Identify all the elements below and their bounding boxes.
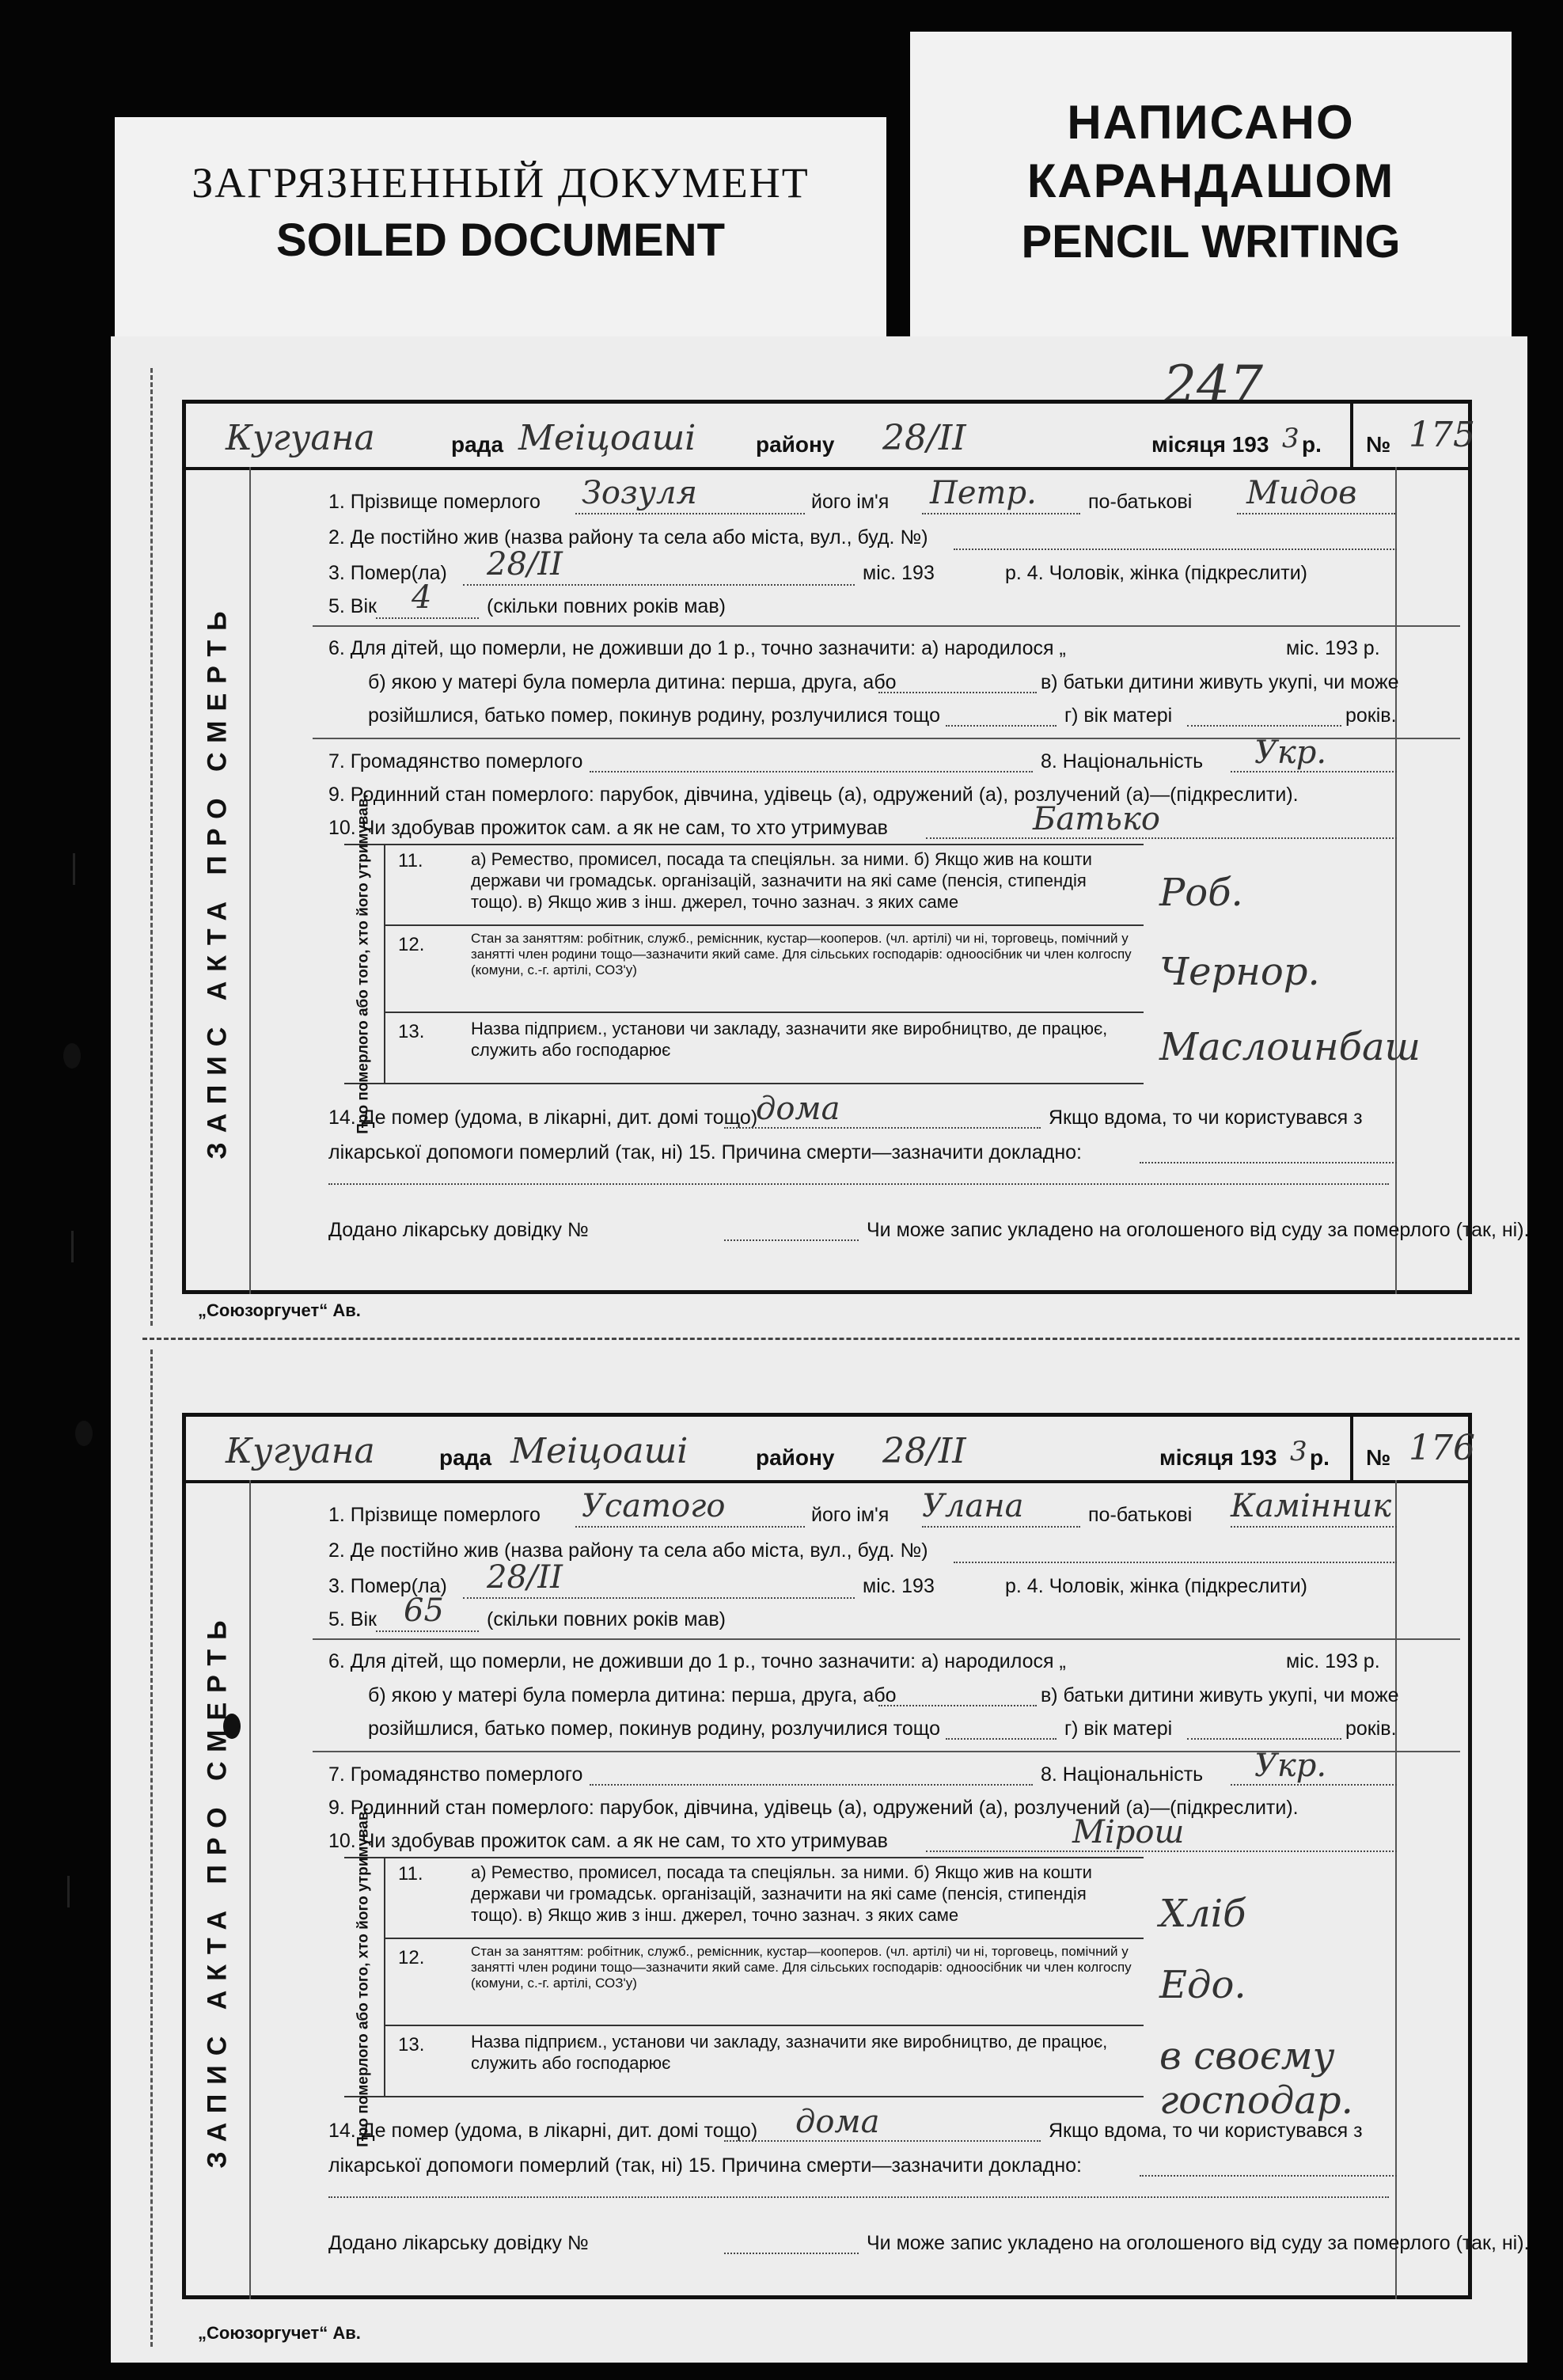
- side-title: ЗАПИС АКТА ПРО СМЕРТЬ: [202, 602, 233, 1160]
- edge-mark: [73, 853, 75, 885]
- rada-label: рада: [439, 1445, 492, 1470]
- age-value: 4: [412, 579, 432, 616]
- form-header: [186, 404, 1475, 470]
- page-number: 247: [1163, 355, 1263, 416]
- number-sign: №: [1366, 432, 1391, 457]
- pencil-writing-label: [910, 32, 1512, 348]
- surname-value: Усатого: [582, 1488, 726, 1524]
- death-record-form-2: [182, 1413, 1530, 2299]
- supporter-value: Мірош: [1072, 1814, 1185, 1850]
- raion-label: району: [756, 1445, 835, 1470]
- selrada-value: Кугуана: [226, 1431, 375, 1471]
- died-value: 28/II: [487, 1559, 563, 1596]
- year-digit: 3: [1290, 1436, 1307, 1467]
- perforation-vertical: [150, 368, 153, 1326]
- form-header: [186, 1417, 1475, 1483]
- patronymic-value: Камінник: [1231, 1488, 1392, 1524]
- name-value: Петр.: [930, 475, 1037, 511]
- punch-hole: [63, 1043, 81, 1069]
- raion-label: району: [756, 432, 835, 457]
- rada-label: рада: [451, 432, 504, 457]
- year-suffix: р.: [1310, 1445, 1330, 1470]
- workplace-value: Маслоинбаш: [1159, 1025, 1421, 1069]
- raion-value: Меіцоаші: [510, 1431, 689, 1471]
- soiled-document-label: [115, 117, 886, 347]
- occupation-table: Про померлого або того, хто його утримував. 11. а) Ремество, промисел, посада та спеціяльн. за ними. б) Якщо жив на кошти держави чи громадськ. організацій, зазначити на які саме (пенсія, стипендія тощо). в) Якщо жив з інш. джерел, точно зазнач. з яких саме 12. Стан за заняттям: робітник, служб., реміснник, кустар—кооперов. (чл. артілі) чи ні, торговець, помічний у занятті член родини тощо—зазначити який саме. Для сільських господарів: одноосібник чи член колгоспу (комуни, с.-г. артілі, СОЗ'у) 13. Назва підприєм., установи чи закладу, зазначити яке виробництво, де працює, служить або господарює: [344, 844, 1144, 1084]
- date-value: 28/II: [882, 418, 966, 458]
- supporter-value: Батько: [1033, 801, 1160, 837]
- record-number: 176: [1409, 1428, 1475, 1468]
- edge-mark: [67, 1876, 70, 1907]
- name-value: Улана: [922, 1488, 1024, 1524]
- form-body-fields: 1. Прізвище померлого Усатого його ім'я Улана по-батькові Камінник 2. Де постійно жив (назва району та села або міста, вул., буд. №) 3. Помер(ла) 28/II міс. 193 р. 4. Чоловік, жінка (підкреслити) 5. Вік 65 (скільки повних років мав) 6. Для дітей, що померли, не доживши до 1 р., точно зазначити: а) народилося „ міс. 193 р. б) якою у матері була померла дитина: перша, друга, або в) батьки дитини живуть укупі, чи може розійшлися, батько помер, покинув родину, розлучилися тощо г) вік матері років. 7. Громадянство померлого 8. Національність Укр. 9. Родинний стан померлого: парубок, дівчина, удівець (а), одружений (а), розлучений (а)—(підкреслити). 10. Чи здобував прожиток сам. а як не сам, то хто утримував Мірош Про померлого або того, хто його утримував. 11. а) Ремество, промисел, посада та спеціяльн. за ними. б) Якщо жив на кошти держави чи громадськ. організацій, зазначити на які саме (пенсія, стипендія тощо). в) Якщо жив з інш. джерел, точно зазнач. з яких саме 12. Стан за заняттям: робітник, служб., реміснник, кустар—кооперов. (чл. артілі) чи ні, торговець, помічний у занятті член родини тощо—зазначити який саме. Для сільських господарів: одноосібник чи член колгоспу (комуни, с.-г. артілі, СОЗ'у) 13. Назва підприєм., установи чи закладу, зазначити яке виробництво, де працює, служить або господарює Хліб Едо. в своєму господар. 14. Де помер (удома, в лікарні, дит. домі тощо) дома Якщо вдома, то чи користувався з лікарської допомоги померлий (так, ні) 15. Причина смерти—зазначити докладно: Додано лікарську довідку № Чи може запис укладено на оголошеного від суду за померлого (так, ні).: [249, 1480, 1468, 2299]
- side-title: ЗАПИС АКТА ПРО СМЕРТЬ: [202, 1611, 233, 2169]
- pencil-label-en: PENCIL WRITING: [1021, 216, 1401, 268]
- soiled-label-en: SOILED DOCUMENT: [275, 214, 726, 266]
- patronymic-value: Мидов: [1246, 475, 1357, 511]
- place-of-death-value: дома: [756, 1091, 840, 1127]
- occupation-table: Про померлого або того, хто його утримував. 11. а) Ремество, промисел, посада та спеціяльн. за ними. б) Якщо жив на кошти держави чи громадськ. організацій, зазначити на які саме (пенсія, стипендія тощо). в) Якщо жив з інш. джерел, точно зазнач. з яких саме 12. Стан за заняттям: робітник, служб., реміснник, кустар—кооперов. (чл. артілі) чи ні, торговець, помічний у занятті член родини тощо—зазначити який саме. Для сільських господарів: одноосібник чи член колгоспу (комуни, с.-г. артілі, СОЗ'у) 13. Назва підприєм., установи чи закладу, зазначити яке виробництво, де працює, служить або господарює: [344, 1857, 1144, 2097]
- died-value: 28/II: [487, 546, 563, 583]
- death-record-form-1: [182, 400, 1530, 1294]
- publisher-imprint: „Союзоргучет“ Ав.: [198, 2323, 361, 2343]
- nationality-value: Укр.: [1254, 734, 1327, 771]
- record-number: 175: [1409, 415, 1475, 455]
- month-year-label: місяця 193: [1151, 432, 1269, 457]
- occupation-value: Роб.: [1159, 871, 1243, 915]
- publisher-imprint: „Союзоргучет“ Ав.: [198, 1300, 361, 1320]
- record-number-box: [1350, 1417, 1475, 1480]
- status-value: Чернор.: [1159, 950, 1320, 994]
- month-year-label: місяця 193: [1159, 1445, 1277, 1470]
- year-digit: 3: [1282, 423, 1299, 454]
- nationality-value: Укр.: [1254, 1748, 1327, 1784]
- place-of-death-value: дома: [795, 2104, 880, 2140]
- pencil-label-ru-2: КАРАНДАШОМ: [1026, 154, 1395, 207]
- perforation-vertical: [150, 1349, 153, 2347]
- record-number-box: [1350, 404, 1475, 467]
- number-sign: №: [1366, 1445, 1391, 1470]
- form-body-fields: 1. Прізвище померлого Зозуля його ім'я Петр. по-батькові Мидов 2. Де постійно жив (назва району та села або міста, вул., буд. №) 3. Помер(ла) 28/II міс. 193 р. 4. Чоловік, жінка (підкреслити) 5. Вік 4 (скільки повних років мав) 6. Для дітей, що померли, не доживши до 1 р., точно зазначити: а) народилося „ міс. 193 р. б) якою у матері була померла дитина: перша, друга, або в) батьки дитини живуть укупі, чи може розійшлися, батько помер, покинув родину, розлучилися тощо г) вік матері років. 7. Громадянство померлого 8. Національність Укр. 9. Родинний стан померлого: парубок, дівчина, удівець (а), одружений (а), розлучений (а)—(підкреслити). 10. Чи здобував прожиток сам. а як не сам, то хто утримував Батько Про померлого або того, хто його утримував. 11. а) Ремество, промисел, посада та спеціяльн. за ними. б) Якщо жив на кошти держави чи громадськ. організацій, зазначити на які саме (пенсія, стипендія тощо). в) Якщо жив з інш. джерел, точно зазнач. з яких саме 12. Стан за заняттям: робітник, служб., реміснник, кустар—кооперов. (чл. артілі) чи ні, торговець, помічний у занятті член родини тощо—зазначити який саме. Для сільських господарів: одноосібник чи член колгоспу (комуни, с.-г. артілі, СОЗ'у) 13. Назва підприєм., установи чи закладу, зазначити яке виробництво, де працює, служить або господарює Роб. Чернор. Маслоинбаш 14. Де помер (удома, в лікарні, дит. домі тощо) дома Якщо вдома, то чи користувався з лікарської допомоги померлий (так, ні) 15. Причина смерти—зазначити докладно: Додано лікарську довідку № Чи може запис укладено на оголошеного від суду за померлого (так, ні).: [249, 467, 1468, 1294]
- punch-hole: [75, 1421, 93, 1446]
- surname-value: Зозуля: [582, 475, 697, 511]
- soiled-label-ru: ЗАГРЯЗНЕННЫЙ ДОКУМЕНТ: [192, 159, 810, 207]
- selrada-value: Кугуана: [226, 418, 375, 458]
- workplace-value: в своєму господар.: [1159, 2034, 1353, 2123]
- year-suffix: р.: [1302, 432, 1322, 457]
- raion-value: Меіцоаші: [518, 418, 696, 458]
- edge-mark: [71, 1231, 74, 1262]
- date-value: 28/II: [882, 1431, 966, 1471]
- occupation-value: Хліб: [1159, 1892, 1246, 1936]
- perforation-horizontal: [142, 1338, 1519, 1340]
- status-value: Едо.: [1159, 1963, 1246, 2007]
- pencil-label-ru-1: НАПИСАНО: [1067, 96, 1355, 149]
- age-value: 65: [404, 1592, 444, 1629]
